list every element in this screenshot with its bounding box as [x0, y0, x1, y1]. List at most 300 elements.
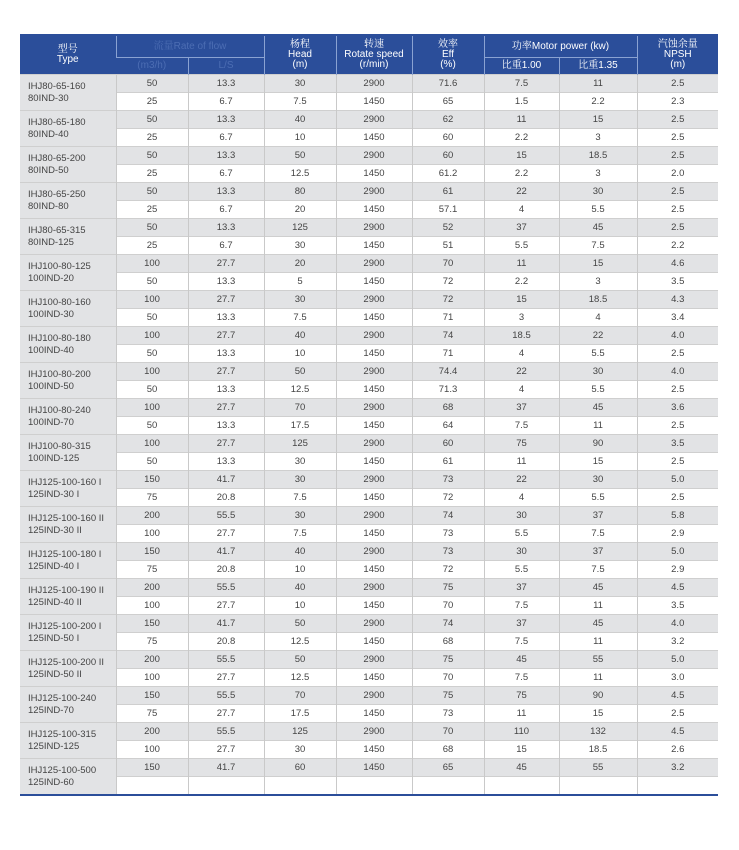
- cell-npsh: 2.5: [637, 345, 718, 363]
- cell-power-sg135: 4: [559, 309, 637, 327]
- cell-head: 80: [264, 183, 336, 201]
- cell-speed: 2900: [336, 255, 412, 273]
- cell-head: 50: [264, 147, 336, 165]
- cell-npsh: 5.0: [637, 543, 718, 561]
- cell-eff: 52: [412, 219, 484, 237]
- cell-power-sg135: 30: [559, 363, 637, 381]
- cell-power-sg100: 30: [484, 543, 559, 561]
- cell-flow-m3h: 50: [116, 453, 188, 471]
- cell-npsh: 2.5: [637, 417, 718, 435]
- cell-flow-m3h: 25: [116, 237, 188, 255]
- table-row: [20, 75, 718, 93]
- cell-power-sg135: 37: [559, 543, 637, 561]
- cell-npsh: 4.0: [637, 327, 718, 345]
- cell-flow-ls: 13.3: [188, 273, 264, 291]
- cell-power-sg100: 110: [484, 723, 559, 741]
- cell-eff: 74: [412, 507, 484, 525]
- cell-head: 50: [264, 363, 336, 381]
- header-power-sg135: 比重1.35: [559, 58, 637, 75]
- model-ihj: IHJ125-100-200 I: [28, 620, 102, 632]
- cell-power-sg135: 45: [559, 399, 637, 417]
- cell-npsh: 5.0: [637, 651, 718, 669]
- cell-power-sg135: 5.5: [559, 345, 637, 363]
- cell-head: 30: [264, 291, 336, 309]
- cell-speed: 1450: [336, 201, 412, 219]
- cell-eff: 60: [412, 435, 484, 453]
- cell-power-sg100: 7.5: [484, 75, 559, 93]
- cell-flow-m3h: 25: [116, 165, 188, 183]
- table-row: [20, 111, 718, 129]
- cell-head: 7.5: [264, 489, 336, 507]
- cell-npsh: 2.6: [637, 741, 718, 759]
- model-ind: 100IND-50: [28, 380, 74, 392]
- cell-speed: 1450: [336, 273, 412, 291]
- cell-power-sg100: 11: [484, 111, 559, 129]
- cell-speed: 1450: [336, 741, 412, 759]
- cell-eff: 72: [412, 291, 484, 309]
- header-type-en: Type: [56, 54, 79, 65]
- cell-flow-ls: 41.7: [188, 471, 264, 489]
- table-row: [20, 381, 718, 399]
- table-row: [20, 669, 718, 687]
- model-ind: 125IND-50 I: [28, 632, 80, 644]
- table-row: [20, 759, 718, 777]
- cell-power-sg100: 7.5: [484, 597, 559, 615]
- cell-flow-m3h: 75: [116, 705, 188, 723]
- cell-eff: 65: [412, 93, 484, 111]
- header-power: 功率Motor power (kw): [484, 36, 637, 58]
- cell-power-sg100: 5.5: [484, 237, 559, 255]
- table-row: [20, 651, 718, 669]
- cell-power-sg135: 15: [559, 453, 637, 471]
- cell-npsh: 3.5: [637, 435, 718, 453]
- cell-power-sg135: 15: [559, 255, 637, 273]
- cell-eff: 64: [412, 417, 484, 435]
- cell-power-sg100: 45: [484, 759, 559, 777]
- model-ihj: IHJ125-100-190 II: [28, 584, 105, 596]
- cell-power-sg100: 45: [484, 651, 559, 669]
- cell-head: 125: [264, 435, 336, 453]
- cell-flow-m3h: 200: [116, 723, 188, 741]
- cell-power-sg135: 11: [559, 633, 637, 651]
- cell-speed: 1450: [336, 705, 412, 723]
- model-ind: 125IND-40 II: [28, 596, 82, 608]
- cell-npsh: 2.9: [637, 525, 718, 543]
- cell-eff: [412, 777, 484, 795]
- header-power-sg100: 比重1.00: [484, 58, 559, 75]
- table-row: [20, 237, 718, 255]
- cell-speed: 1450: [336, 669, 412, 687]
- cell-eff: 71: [412, 345, 484, 363]
- cell-flow-m3h: 50: [116, 183, 188, 201]
- cell-npsh: 2.5: [637, 147, 718, 165]
- cell-head: 50: [264, 651, 336, 669]
- cell-head: 7.5: [264, 525, 336, 543]
- cell-power-sg135: 11: [559, 75, 637, 93]
- cell-speed: 2900: [336, 291, 412, 309]
- cell-power-sg135: 5.5: [559, 489, 637, 507]
- cell-flow-m3h: 50: [116, 147, 188, 165]
- cell-eff: 73: [412, 471, 484, 489]
- cell-power-sg100: 5.5: [484, 525, 559, 543]
- model-ihj: IHJ100-80-240: [28, 404, 91, 416]
- cell-power-sg100: 2.2: [484, 129, 559, 147]
- cell-npsh: 3.0: [637, 669, 718, 687]
- pump-spec-table: [20, 36, 718, 794]
- table-row: [20, 183, 718, 201]
- cell-power-sg100: 18.5: [484, 327, 559, 345]
- cell-power-sg135: 11: [559, 417, 637, 435]
- cell-flow-m3h: 100: [116, 399, 188, 417]
- cell-power-sg100: 15: [484, 147, 559, 165]
- cell-flow-ls: 13.3: [188, 219, 264, 237]
- cell-npsh: 2.5: [637, 129, 718, 147]
- cell-power-sg135: 18.5: [559, 147, 637, 165]
- model-ihj: IHJ100-80-180: [28, 332, 91, 344]
- cell-power-sg135: 30: [559, 183, 637, 201]
- cell-flow-ls: 13.3: [188, 309, 264, 327]
- cell-flow-ls: 13.3: [188, 417, 264, 435]
- cell-eff: 70: [412, 723, 484, 741]
- cell-eff: 62: [412, 111, 484, 129]
- cell-flow-ls: 27.7: [188, 705, 264, 723]
- cell-eff: 68: [412, 633, 484, 651]
- model-ihj: IHJ80-65-180: [28, 116, 86, 128]
- cell-power-sg135: 90: [559, 687, 637, 705]
- cell-eff: 73: [412, 525, 484, 543]
- cell-head: 40: [264, 543, 336, 561]
- cell-power-sg135: 90: [559, 435, 637, 453]
- cell-head: 17.5: [264, 417, 336, 435]
- cell-speed: 1450: [336, 309, 412, 327]
- cell-speed: 1450: [336, 93, 412, 111]
- cell-flow-m3h: 25: [116, 129, 188, 147]
- cell-power-sg135: 7.5: [559, 561, 637, 579]
- cell-speed: 2900: [336, 399, 412, 417]
- cell-flow-ls: 27.7: [188, 363, 264, 381]
- cell-eff: 75: [412, 579, 484, 597]
- cell-flow-ls: 13.3: [188, 75, 264, 93]
- cell-npsh: 3.5: [637, 273, 718, 291]
- model-ind: 100IND-125: [28, 452, 80, 464]
- bottom-rule: [20, 794, 718, 796]
- table-row: [20, 579, 718, 597]
- cell-npsh: 2.5: [637, 489, 718, 507]
- cell-flow-ls: 55.5: [188, 723, 264, 741]
- cell-head: 30: [264, 741, 336, 759]
- cell-power-sg100: 4: [484, 201, 559, 219]
- cell-head: 70: [264, 399, 336, 417]
- table-row: [20, 291, 718, 309]
- header-speed: [336, 36, 412, 75]
- cell-flow-m3h: 200: [116, 579, 188, 597]
- cell-eff: 61: [412, 183, 484, 201]
- model-cell: [20, 687, 116, 723]
- model-cell: [20, 723, 116, 759]
- cell-flow-m3h: 150: [116, 759, 188, 777]
- cell-flow-ls: 41.7: [188, 543, 264, 561]
- cell-flow-ls: 13.3: [188, 183, 264, 201]
- table-row: [20, 417, 718, 435]
- header-head-cn: 杨程: [290, 39, 310, 50]
- cell-flow-ls: 41.7: [188, 759, 264, 777]
- cell-flow-ls: 41.7: [188, 615, 264, 633]
- cell-power-sg100: 22: [484, 363, 559, 381]
- cell-head: 20: [264, 201, 336, 219]
- model-cell: [20, 147, 116, 183]
- cell-flow-m3h: 200: [116, 651, 188, 669]
- cell-eff: 65: [412, 759, 484, 777]
- cell-npsh: 4.5: [637, 687, 718, 705]
- model-cell: [20, 615, 116, 651]
- cell-power-sg135: 55: [559, 759, 637, 777]
- header-eff-cn: 效率: [438, 39, 458, 50]
- cell-speed: 2900: [336, 327, 412, 345]
- cell-power-sg135: 37: [559, 507, 637, 525]
- header-speed-cn: 转速: [364, 39, 384, 50]
- cell-flow-ls: 13.3: [188, 111, 264, 129]
- cell-npsh: 2.3: [637, 93, 718, 111]
- cell-power-sg100: 22: [484, 471, 559, 489]
- table-body: [20, 75, 718, 795]
- cell-speed: 2900: [336, 507, 412, 525]
- cell-speed: 2900: [336, 471, 412, 489]
- table-row: [20, 507, 718, 525]
- cell-flow-m3h: 100: [116, 741, 188, 759]
- cell-head: 10: [264, 129, 336, 147]
- model-ihj: IHJ80-65-200: [28, 152, 86, 164]
- model-ihj: IHJ125-100-500: [28, 764, 97, 776]
- cell-npsh: [637, 777, 718, 795]
- cell-eff: 60: [412, 147, 484, 165]
- table-row: [20, 471, 718, 489]
- model-cell: [20, 75, 116, 111]
- cell-power-sg135: 22: [559, 327, 637, 345]
- cell-speed: 2900: [336, 75, 412, 93]
- cell-speed: 2900: [336, 579, 412, 597]
- cell-speed: 2900: [336, 615, 412, 633]
- header-speed-unit: (r/min): [359, 59, 389, 70]
- cell-flow-ls: 27.7: [188, 255, 264, 273]
- cell-head: 125: [264, 723, 336, 741]
- model-ind: 100IND-30: [28, 308, 74, 320]
- cell-head: 10: [264, 561, 336, 579]
- cell-npsh: 4.5: [637, 579, 718, 597]
- cell-head: 30: [264, 507, 336, 525]
- cell-flow-m3h: 50: [116, 111, 188, 129]
- cell-power-sg135: 5.5: [559, 381, 637, 399]
- cell-power-sg100: 75: [484, 435, 559, 453]
- cell-power-sg100: 37: [484, 399, 559, 417]
- cell-npsh: 2.5: [637, 111, 718, 129]
- model-cell: [20, 759, 116, 795]
- cell-npsh: 4.6: [637, 255, 718, 273]
- cell-power-sg100: 2.2: [484, 273, 559, 291]
- cell-power-sg100: 15: [484, 741, 559, 759]
- cell-head: 12.5: [264, 669, 336, 687]
- cell-speed: 2900: [336, 651, 412, 669]
- table-row: [20, 741, 718, 759]
- model-ind: 125IND-125: [28, 740, 80, 752]
- cell-eff: 68: [412, 741, 484, 759]
- cell-power-sg135: 3: [559, 165, 637, 183]
- model-ihj: IHJ100-80-125: [28, 260, 91, 272]
- model-ind: 80IND-30: [28, 92, 69, 104]
- cell-npsh: 2.5: [637, 183, 718, 201]
- table-row: [20, 219, 718, 237]
- cell-power-sg100: 30: [484, 507, 559, 525]
- cell-flow-ls: 55.5: [188, 507, 264, 525]
- cell-npsh: 5.8: [637, 507, 718, 525]
- table-row: [20, 561, 718, 579]
- table-row: [20, 615, 718, 633]
- cell-speed: 2900: [336, 687, 412, 705]
- model-ind: 80IND-50: [28, 164, 69, 176]
- cell-eff: 57.1: [412, 201, 484, 219]
- cell-speed: 1450: [336, 489, 412, 507]
- cell-speed: [336, 777, 412, 795]
- cell-power-sg135: 3: [559, 129, 637, 147]
- cell-flow-ls: 55.5: [188, 579, 264, 597]
- cell-flow-ls: 13.3: [188, 381, 264, 399]
- cell-power-sg100: 37: [484, 615, 559, 633]
- cell-flow-ls: 13.3: [188, 345, 264, 363]
- cell-flow-ls: 6.7: [188, 237, 264, 255]
- cell-flow-m3h: 100: [116, 255, 188, 273]
- cell-flow-ls: 27.7: [188, 399, 264, 417]
- cell-flow-m3h: 100: [116, 597, 188, 615]
- header-eff-unit: (%): [440, 59, 456, 70]
- table-row: [20, 435, 718, 453]
- cell-power-sg100: 37: [484, 219, 559, 237]
- cell-power-sg135: 3: [559, 273, 637, 291]
- cell-npsh: 2.5: [637, 75, 718, 93]
- table-row: [20, 723, 718, 741]
- model-ind: 80IND-125: [28, 236, 74, 248]
- cell-head: 20: [264, 255, 336, 273]
- cell-power-sg100: 22: [484, 183, 559, 201]
- model-cell: [20, 651, 116, 687]
- cell-power-sg135: [559, 777, 637, 795]
- model-cell: [20, 579, 116, 615]
- cell-power-sg100: [484, 777, 559, 795]
- cell-eff: 70: [412, 669, 484, 687]
- cell-power-sg100: 37: [484, 579, 559, 597]
- cell-speed: 2900: [336, 363, 412, 381]
- header-type: [20, 36, 116, 75]
- cell-flow-m3h: 75: [116, 489, 188, 507]
- table-row: [20, 687, 718, 705]
- cell-npsh: 3.6: [637, 399, 718, 417]
- cell-flow-ls: 6.7: [188, 201, 264, 219]
- cell-speed: 2900: [336, 435, 412, 453]
- model-cell: [20, 219, 116, 255]
- cell-power-sg100: 75: [484, 687, 559, 705]
- table-row: [20, 597, 718, 615]
- cell-flow-ls: 55.5: [188, 687, 264, 705]
- table-row: [20, 777, 718, 795]
- cell-power-sg135: 11: [559, 597, 637, 615]
- cell-speed: 1450: [336, 345, 412, 363]
- model-ihj: IHJ80-65-160: [28, 80, 86, 92]
- cell-eff: 51: [412, 237, 484, 255]
- cell-npsh: 2.5: [637, 201, 718, 219]
- cell-power-sg100: 4: [484, 489, 559, 507]
- cell-power-sg135: 45: [559, 615, 637, 633]
- table-row: [20, 705, 718, 723]
- model-cell: [20, 363, 116, 399]
- cell-head: 40: [264, 111, 336, 129]
- cell-flow-m3h: 50: [116, 273, 188, 291]
- model-ihj: IHJ125-100-160 I: [28, 476, 102, 488]
- cell-eff: 71: [412, 309, 484, 327]
- cell-flow-ls: [188, 777, 264, 795]
- cell-eff: 73: [412, 543, 484, 561]
- model-cell: [20, 435, 116, 471]
- cell-head: 7.5: [264, 309, 336, 327]
- cell-speed: 1450: [336, 453, 412, 471]
- model-ind: 80IND-80: [28, 200, 69, 212]
- cell-power-sg135: 15: [559, 111, 637, 129]
- cell-flow-m3h: 25: [116, 201, 188, 219]
- cell-power-sg135: 30: [559, 471, 637, 489]
- cell-flow-m3h: 100: [116, 435, 188, 453]
- cell-head: [264, 777, 336, 795]
- cell-eff: 72: [412, 561, 484, 579]
- model-cell: [20, 291, 116, 327]
- cell-flow-m3h: 50: [116, 309, 188, 327]
- cell-power-sg135: 18.5: [559, 741, 637, 759]
- cell-flow-ls: 27.7: [188, 669, 264, 687]
- cell-speed: 1450: [336, 237, 412, 255]
- cell-npsh: 2.5: [637, 381, 718, 399]
- model-ind: 100IND-70: [28, 416, 74, 428]
- cell-npsh: 2.5: [637, 453, 718, 471]
- cell-head: 30: [264, 471, 336, 489]
- cell-eff: 61.2: [412, 165, 484, 183]
- table-row: [20, 633, 718, 651]
- table-row: [20, 147, 718, 165]
- cell-flow-m3h: 75: [116, 561, 188, 579]
- cell-speed: 1450: [336, 759, 412, 777]
- cell-speed: 1450: [336, 525, 412, 543]
- header-flow: 流量Rate of flow: [116, 36, 264, 58]
- cell-npsh: 5.0: [637, 471, 718, 489]
- cell-flow-m3h: 50: [116, 219, 188, 237]
- cell-head: 17.5: [264, 705, 336, 723]
- cell-eff: 60: [412, 129, 484, 147]
- cell-flow-m3h: 75: [116, 633, 188, 651]
- cell-head: 60: [264, 759, 336, 777]
- cell-power-sg100: 15: [484, 291, 559, 309]
- cell-power-sg135: 7.5: [559, 237, 637, 255]
- cell-head: 5: [264, 273, 336, 291]
- model-ihj: IHJ125-100-200 II: [28, 656, 105, 668]
- cell-eff: 75: [412, 651, 484, 669]
- model-ihj: IHJ125-100-315: [28, 728, 97, 740]
- table-row: [20, 255, 718, 273]
- cell-speed: 1450: [336, 129, 412, 147]
- cell-head: 10: [264, 345, 336, 363]
- cell-flow-ls: 13.3: [188, 453, 264, 471]
- cell-eff: 70: [412, 255, 484, 273]
- table-row: [20, 345, 718, 363]
- cell-power-sg135: 132: [559, 723, 637, 741]
- cell-speed: 1450: [336, 165, 412, 183]
- cell-flow-m3h: 25: [116, 93, 188, 111]
- cell-flow-ls: 20.8: [188, 633, 264, 651]
- cell-eff: 71.6: [412, 75, 484, 93]
